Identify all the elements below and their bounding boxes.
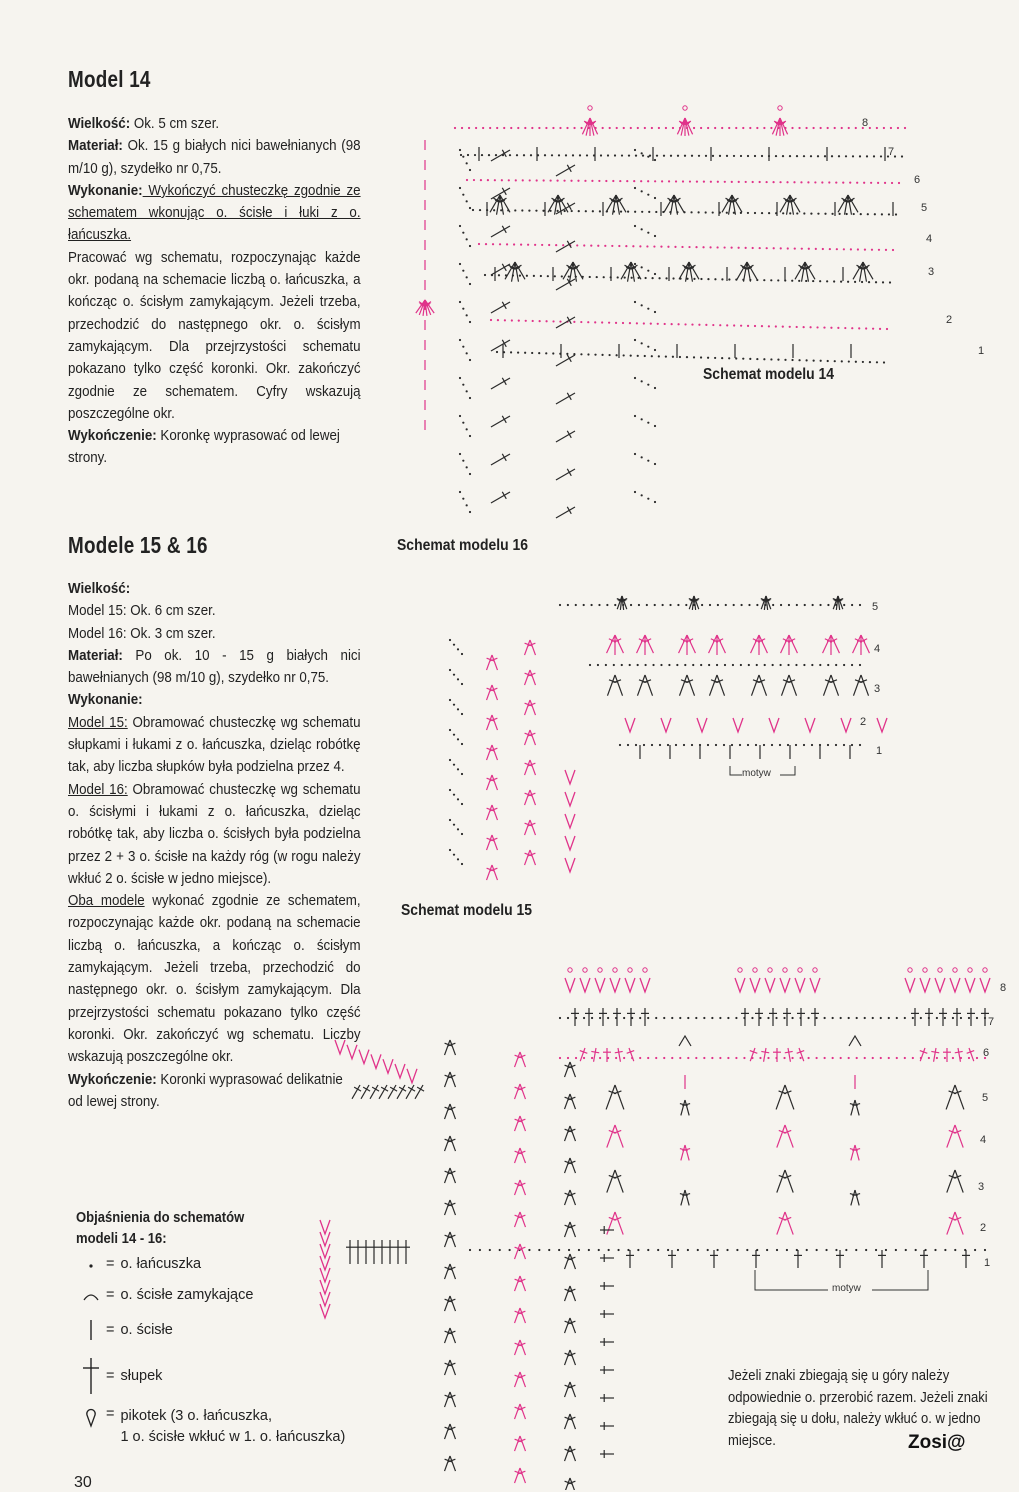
round-number: 2 — [980, 1222, 987, 1234]
round-number: 1 — [978, 345, 985, 357]
legend-text: o. łańcuszka — [120, 1256, 202, 1272]
material-label: Materiał: — [68, 647, 123, 664]
motyw-label-15: motyw — [832, 1283, 861, 1294]
legend-equals: = — [106, 1287, 115, 1303]
both-text: wykonać zgodnie ze schematem, rozpoczynając każde okr. podaną na schemacie liczbą o. łańcuszka, a kończąc o. ścisłym zamykającym. Jeżeli trzeba, przechodzić do następnego okr. o. ścisłym zamykającym. Dla przejrzystości schematu pokazano tylko część koronki. Okr. zakończyć wg schematu. Liczby wskazują poszczególne okr. — [68, 893, 361, 1066]
size-label: Wielkość: — [68, 581, 131, 597]
size-label: Wielkość: — [68, 116, 131, 132]
m15-text: Obramować chusteczkę wg schematu słupkami i łukami z o. łańcuszka, dzieląc robótkę tak, aby liczba słupków była podzielna przez 4. — [68, 714, 361, 776]
round-number: 1 — [984, 1257, 991, 1269]
round-number: 7 — [988, 1016, 995, 1028]
size-16: Model 16: Ok. 3 cm szer. — [68, 625, 216, 642]
m15-label: Model 15: — [68, 714, 128, 731]
round-number: 8 — [862, 117, 869, 129]
signature: Zosi@ — [908, 1432, 966, 1453]
finish-label: Wykończenie: — [68, 428, 157, 445]
model-15-16-title: Modele 15 & 16 — [68, 532, 208, 558]
page-number: 30 — [74, 1474, 92, 1491]
finish-value: Koronki wyprasować delikatnie od lewej strony. — [68, 1071, 343, 1110]
finish-value: Koronkę wyprasować od lewej strony. — [68, 428, 340, 467]
material-value: Ok. 15 g białych nici bawełnianych (98 m/10 g), szydełko nr 0,75. — [68, 138, 361, 177]
schemat-16-diagram — [449, 596, 887, 880]
round-number: 2 — [946, 314, 953, 326]
execution-label: Wykonanie: — [68, 182, 143, 199]
material-value: Po ok. 10 - 15 g białych nici bawełnianych (98 m/10 g), szydełko nr 0,75. — [68, 647, 361, 687]
round-number: 1 — [876, 745, 883, 757]
round-number: 8 — [1000, 982, 1007, 994]
round-number: 5 — [872, 601, 879, 613]
legend-heading-2: modeli 14 - 16: — [76, 1231, 167, 1247]
legend-heading-1: Objaśnienia do schematów — [76, 1210, 245, 1226]
convergence-note: Jeżeli znaki zbiegają się u góry należy odpowiednie o. przerobić razem. Jeżeli znaki zbiegają się u dołu, należy wkłuć o. w jedno miejsce. — [728, 1368, 988, 1449]
material-label: Materiał: — [68, 138, 123, 155]
motyw-label-16: motyw — [742, 768, 771, 779]
m16-label: Model 16: — [68, 781, 128, 798]
model-14-title: Model 14 — [68, 66, 151, 92]
caption-schemat-16: Schemat modelu 16 — [397, 537, 529, 554]
round-number: 6 — [914, 174, 921, 186]
round-number: 3 — [978, 1181, 985, 1193]
legend-equals: = — [106, 1256, 115, 1272]
motyw-bracket-16 — [730, 766, 795, 775]
caption-schemat-14: Schemat modelu 14 — [703, 366, 835, 383]
round-number: 3 — [928, 266, 935, 278]
round-number: 5 — [921, 202, 928, 214]
size-value: Ok. 5 cm szer. — [130, 116, 220, 132]
legend-text: o. ścisłe — [120, 1322, 173, 1338]
m16-text: Obramować chusteczkę wg schematu o. ścisłymi i łukami z o. łańcuszka, dzieląc robótkę tak, aby liczba o. ścisłych była podzielna przez 2 + 3 o. ścisłe na każdy róg (w rogu należy wkłuć 2 o. ścisłe w jedno miejsce). — [68, 781, 361, 887]
round-number: 4 — [874, 643, 881, 655]
round-number: 4 — [926, 233, 933, 245]
schemat-14-diagram — [416, 106, 906, 518]
model-14-body: Pracować wg schematu, rozpoczynając każde okr. podaną na schemacie liczbą o. łańcuszka, a kończąc o. ścisłym zamykającym. Jeżeli trzeba, przechodzić do następnego okr. o. ścisłym zamykającym. Dla przejrzystości schematu pokazano tylko część koronki. Okr. zakończyć zgodnie ze schematem. Cyfry wskazują poszczególne okr. — [68, 249, 361, 422]
round-number: 3 — [874, 683, 881, 695]
round-number: 4 — [980, 1134, 987, 1146]
execution-label: Wykonanie: — [68, 692, 143, 709]
legend-text: pikotek (3 o. łańcuszka, — [120, 1408, 272, 1424]
round-number: 5 — [982, 1092, 989, 1104]
round-number: 6 — [983, 1047, 990, 1059]
size-15: Model 15: Ok. 6 cm szer. — [68, 603, 216, 620]
legend-text: słupek — [120, 1368, 163, 1384]
round-number: 7 — [888, 146, 895, 158]
legend-equals: = — [106, 1322, 115, 1338]
legend-equals: = — [106, 1406, 115, 1422]
legend-text: o. ścisłe zamykające — [120, 1287, 254, 1303]
motyw-bracket-15 — [755, 1270, 928, 1290]
both-label: Oba modele — [68, 893, 145, 910]
legend-text: 1 o. ścisłe wkłuć w 1. o. łańcuszka) — [120, 1429, 346, 1445]
execution-value: Wykończyć chusteczkę zgodnie ze schematem wkonując o. ścisłe i łuki z o. łańcuszka. — [68, 182, 361, 244]
finish-label: Wykończenie: — [68, 1071, 157, 1088]
legend-equals: = — [106, 1368, 115, 1384]
caption-schemat-15: Schemat modelu 15 — [401, 902, 533, 919]
round-number: 2 — [860, 716, 867, 728]
